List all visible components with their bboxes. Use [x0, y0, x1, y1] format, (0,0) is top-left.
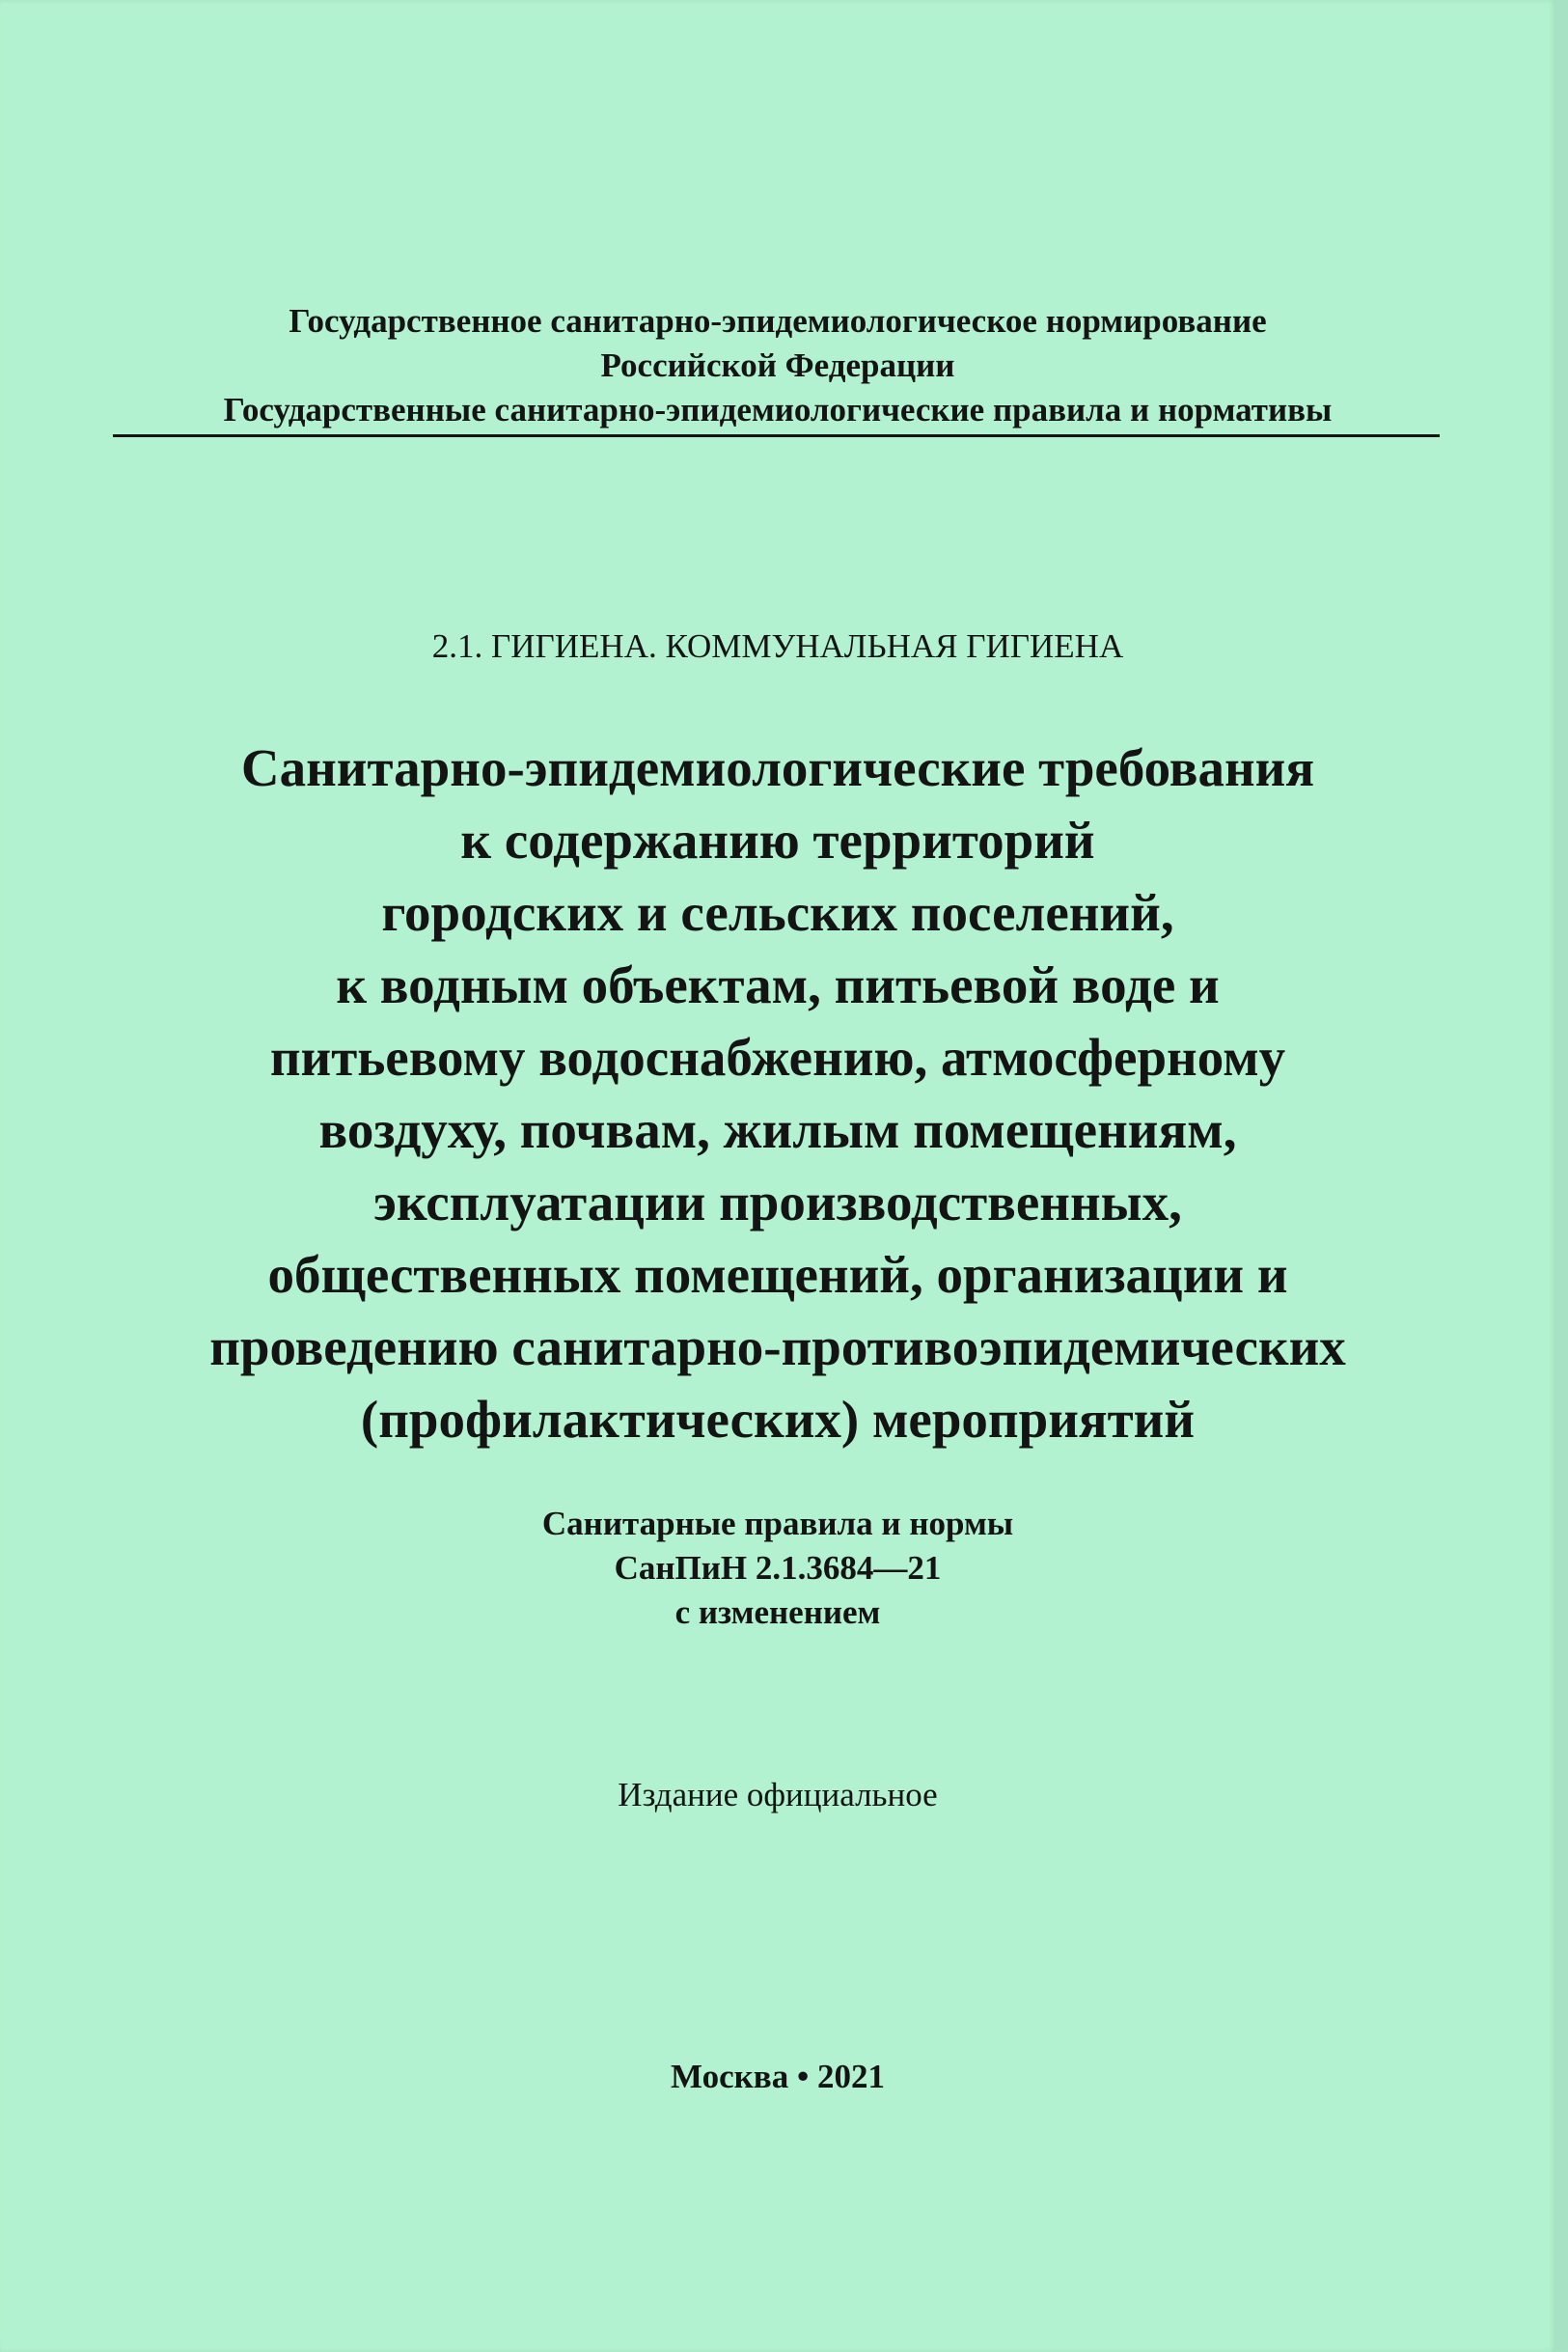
title-line-4: к водным объектам, питьевой воде и [336, 955, 1220, 1014]
page-edge [1555, 0, 1568, 2352]
title-line-8: общественных помещений, организации и [267, 1245, 1288, 1304]
imprint-city-year: Москва • 2021 [671, 2058, 885, 2095]
header-line-1: Государственное санитарно-эпидемиологическое нормирование [289, 302, 1267, 340]
title-line-2: к содержанию территорий [460, 811, 1095, 870]
doctype-line-1: Санитарные правила и нормы [541, 1505, 1014, 1542]
title-line-10: (профилактических) мероприятий [360, 1390, 1196, 1449]
cover-header [0, 299, 1555, 432]
title-line-7: эксплуатации производственных, [373, 1173, 1182, 1231]
title-line-3: городских и сельских поселений, [381, 883, 1174, 942]
title-line-1: Санитарно-эпидемиологические требования [240, 738, 1315, 797]
title-line-9: проведению санитарно-противоэпидемических [209, 1317, 1346, 1376]
section-heading: 2.1. ГИГИЕНА. КОММУНАЛЬНАЯ ГИГИЕНА [431, 627, 1124, 665]
header-line-2: Российской Федерации [600, 346, 955, 384]
doctype-line-3: с изменением [674, 1593, 881, 1631]
document-title [0, 732, 1555, 1455]
title-line-6: воздуху, почвам, жилым помещениям, [318, 1100, 1237, 1159]
document-type [0, 1502, 1555, 1635]
edition-label: Издание официальное [618, 1776, 938, 1813]
header-divider [113, 434, 1440, 437]
document-code: СанПиН 2.1.3684—21 [614, 1549, 942, 1587]
title-line-5: питьевому водоснабжению, атмосферному [269, 1028, 1286, 1087]
header-line-3: Государственные санитарно-эпидемиологические правила и нормативы [223, 391, 1333, 429]
